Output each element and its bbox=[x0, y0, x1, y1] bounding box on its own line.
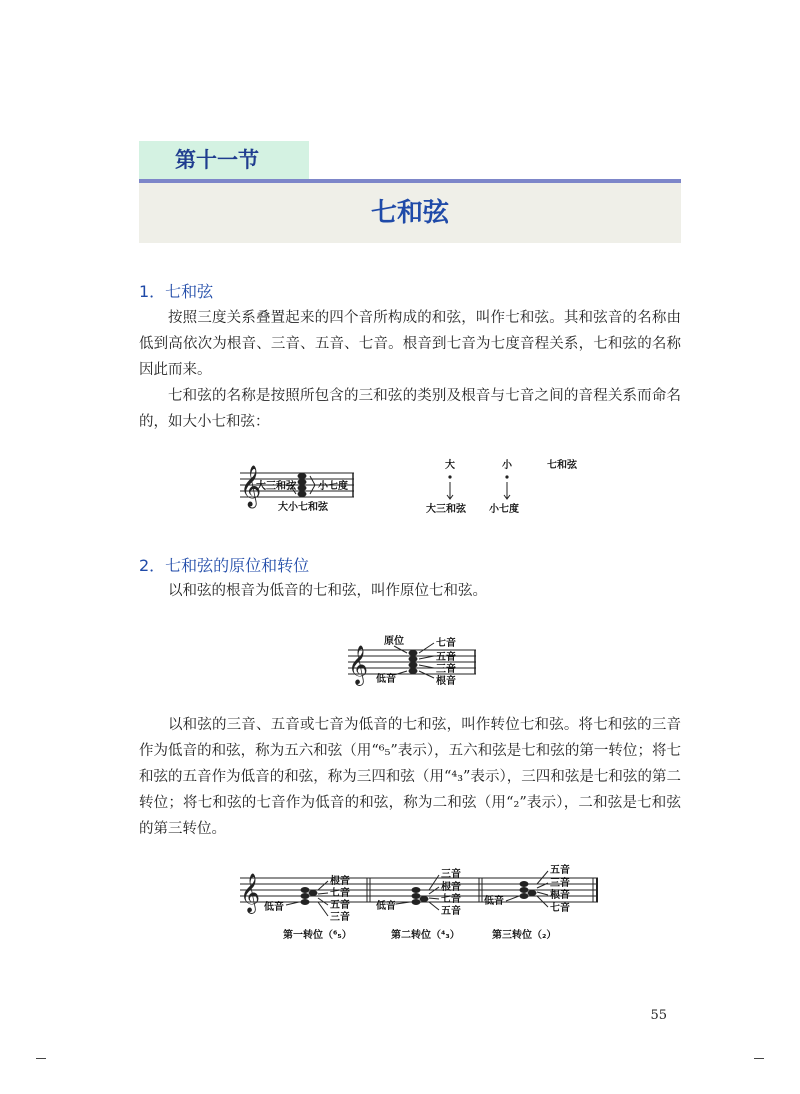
first-bass: 低音 bbox=[264, 902, 284, 913]
label-third: 三音 bbox=[436, 664, 456, 675]
diagram-interval: 小七度 bbox=[489, 504, 519, 515]
crop-mark-left bbox=[36, 1058, 46, 1059]
second-bass: 低音 bbox=[376, 901, 396, 912]
paragraph-root-position: 以和弦的根音为低音的七和弦，叫作原位七和弦。 bbox=[168, 583, 487, 599]
second-note-1: 三音 bbox=[441, 869, 461, 880]
naming-diagram bbox=[426, 458, 578, 515]
second-note-4: 五音 bbox=[441, 906, 461, 917]
caption-major-minor-seventh: 大小七和弦 bbox=[278, 502, 328, 513]
second-note-3: 七音 bbox=[441, 894, 461, 905]
third-note-1: 五音 bbox=[550, 865, 570, 876]
label-major-triad: 大三和弦 bbox=[256, 481, 296, 492]
figure-major-minor-seventh bbox=[236, 458, 596, 522]
crop-mark-right bbox=[754, 1058, 764, 1059]
diagram-big: 大 bbox=[445, 460, 455, 471]
figure-root-position bbox=[344, 632, 484, 688]
third-note-3: 根音 bbox=[550, 890, 570, 901]
caption-third-inversion: 第三转位（₂） bbox=[492, 930, 557, 941]
section-number-tab: 第十一节 bbox=[139, 141, 309, 180]
heading-seventh-chord: 1．七和弦 bbox=[139, 282, 214, 301]
heading-inversions: 2．七和弦的原位和转位 bbox=[139, 556, 310, 575]
first-note-1: 根音 bbox=[330, 876, 350, 887]
treble-clef-icon: 𝄞 bbox=[240, 873, 261, 913]
first-note-2: 七音 bbox=[330, 888, 350, 899]
label-seventh: 七音 bbox=[436, 638, 456, 649]
paragraph-naming: 七和弦的名称是按照所包含的三和弦的类别及根音与七音之间的音程关系而命名的，如大小七和弦： bbox=[139, 388, 681, 430]
caption-second-inversion: 第二转位（⁴₃） bbox=[391, 930, 460, 941]
paragraph-definition: 按照三度关系叠置起来的四个音所构成的和弦，叫作七和弦。其和弦音的名称由低到高依次为根音、三音、五音、七音。根音到七音为七度音程关系，七和弦的名称因此而来。 bbox=[139, 310, 681, 378]
diagram-small: 小 bbox=[502, 460, 512, 471]
caption-first-inversion: 第一转位（⁶₅） bbox=[283, 930, 352, 941]
paragraph-inversions: 以和弦的三音、五音或七音为低音的七和弦，叫作转位七和弦。将七和弦的三音作为低音的和弦，称为五六和弦（用“⁶₅”表示），五六和弦是七和弦的第一转位；将七和弦的五音作为低音的和弦，称为三四和弦（用“⁴₃”表示），三四和弦是七和弦的第二转位；将七和弦的七音作为低音的和弦，称为二和弦（用“₂”表示），二和弦是七和弦的第三转位。 bbox=[139, 717, 681, 837]
section-title: 七和弦 bbox=[139, 183, 681, 243]
first-note-3: 五音 bbox=[330, 900, 350, 911]
treble-clef-icon: 𝄞 bbox=[348, 645, 369, 685]
label-bass: 低音 bbox=[376, 674, 396, 685]
treble-clef-icon: 𝄞 bbox=[240, 466, 262, 507]
third-note-4: 七音 bbox=[550, 903, 570, 914]
label-minor-seventh: 小七度 bbox=[318, 481, 348, 492]
label-root-position: 原位 bbox=[384, 636, 404, 647]
diagram-seventh-chord: 七和弦 bbox=[547, 460, 577, 471]
diagram-triad: 大三和弦 bbox=[426, 504, 466, 515]
label-root: 根音 bbox=[436, 676, 456, 687]
third-bass: 低音 bbox=[484, 896, 504, 907]
third-note-2: 三音 bbox=[550, 878, 570, 889]
first-note-4: 三音 bbox=[330, 912, 350, 923]
second-note-2: 根音 bbox=[441, 882, 461, 893]
label-fifth: 五音 bbox=[436, 652, 456, 663]
page-number: 55 bbox=[650, 1008, 667, 1023]
